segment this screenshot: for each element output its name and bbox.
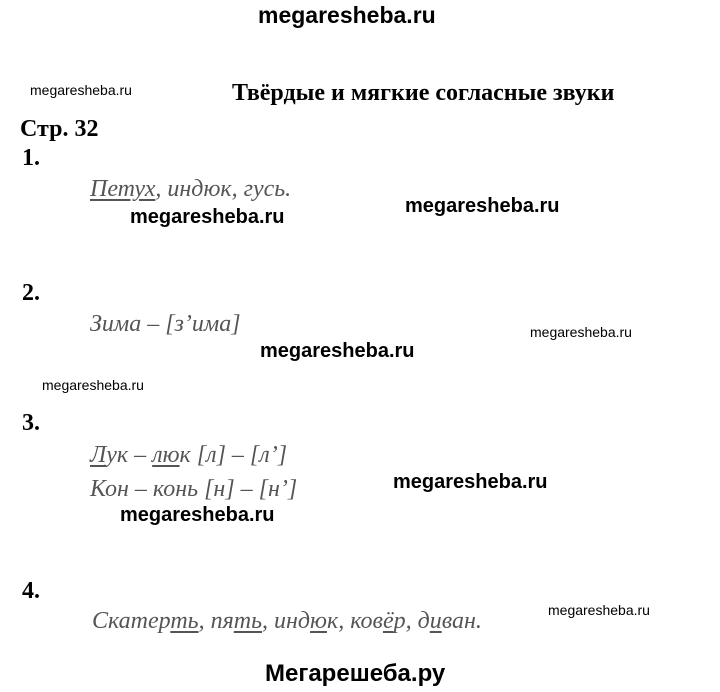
text-fragment: , пя <box>198 608 234 634</box>
task-4-line-1 <box>92 608 482 635</box>
underlined-fragment: ть <box>233 608 262 634</box>
watermark-small: megaresheba.ru <box>42 377 144 393</box>
page-title: Твёрдые и мягкие согласные звуки <box>232 80 615 106</box>
text-fragment: Кон – конь [н] – [н’] <box>90 476 298 502</box>
underlined-fragment: лю <box>152 442 180 468</box>
underlined-fragment: и <box>429 608 442 634</box>
watermark-small: megaresheba.ru <box>548 602 650 618</box>
watermark-big: megaresheba.ru <box>130 206 285 228</box>
watermark-small: megaresheba.ru <box>30 82 132 98</box>
text-fragment: , индюк, гусь. <box>155 176 292 202</box>
watermark-big: megaresheba.ru <box>120 504 275 526</box>
footer-brand: Мегарешеба.ру <box>265 660 446 687</box>
text-fragment: Зима – [з’има] <box>90 311 241 337</box>
task-number-4: 4. <box>22 578 40 604</box>
watermark-big: megaresheba.ru <box>393 471 548 493</box>
task-2-line-1 <box>90 311 241 338</box>
text-fragment: к [л] – [л’] <box>179 442 288 468</box>
task-3-line-2 <box>90 476 297 503</box>
task-1-line-1 <box>90 176 291 203</box>
underlined-fragment: Петух <box>90 176 156 202</box>
page-reference: Стр. 32 <box>20 116 99 142</box>
text-fragment: ван. <box>441 608 482 634</box>
text-fragment: ук – <box>106 442 153 468</box>
underlined-fragment: ю <box>310 608 327 634</box>
underlined-fragment: ть <box>170 608 199 634</box>
task-number-1: 1. <box>22 145 40 171</box>
watermark-big: megaresheba.ru <box>405 195 560 217</box>
task-number-2: 2. <box>22 280 40 306</box>
text-fragment: , инд <box>262 608 311 634</box>
watermark-top: megaresheba.ru <box>258 2 436 28</box>
task-3-line-1 <box>90 442 287 469</box>
underlined-fragment: ё <box>382 608 394 634</box>
text-fragment: р, д <box>393 608 430 634</box>
watermark-small: megaresheba.ru <box>530 324 632 340</box>
watermark-big: megaresheba.ru <box>260 340 415 362</box>
text-fragment: к, ков <box>326 608 383 634</box>
underlined-fragment: Л <box>90 442 107 468</box>
text-fragment: Скатер <box>92 608 171 634</box>
task-number-3: 3. <box>22 410 40 436</box>
